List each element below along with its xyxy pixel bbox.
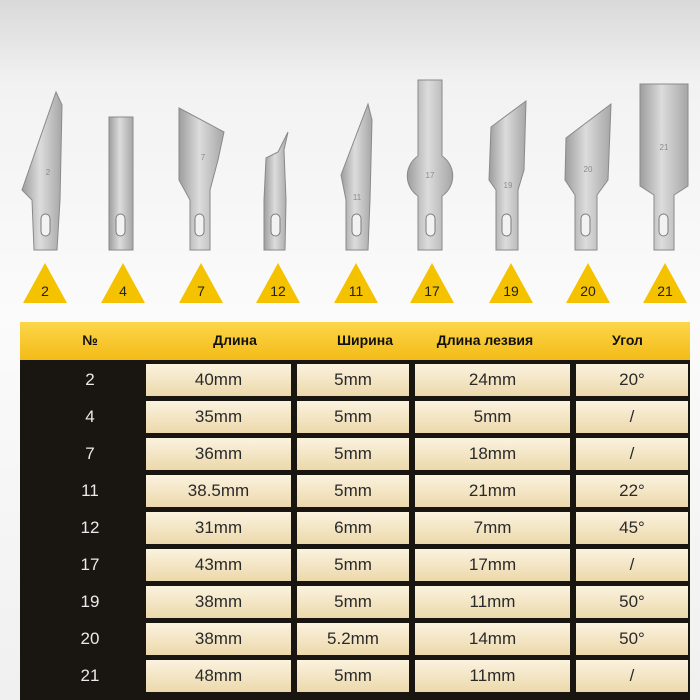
blade-number-badge bbox=[410, 263, 454, 303]
header-angle: Угол bbox=[612, 332, 643, 348]
cell-number: 19 bbox=[80, 592, 100, 611]
cell-width: 5mm bbox=[297, 475, 409, 507]
cell-angle: / bbox=[576, 660, 688, 692]
cell-length: 38mm bbox=[146, 623, 291, 655]
blade-number-badge bbox=[101, 263, 145, 303]
cell-number: 21 bbox=[80, 666, 100, 685]
cell-length: 40mm bbox=[146, 364, 291, 396]
cell-width: 5mm bbox=[297, 438, 409, 470]
blade-number-badge bbox=[489, 263, 533, 303]
cell-number: 4 bbox=[85, 407, 95, 426]
cell-number: 11 bbox=[81, 481, 99, 500]
blade-number: 20 bbox=[580, 283, 596, 299]
blade-4 bbox=[109, 117, 133, 250]
blade-mark: 21 bbox=[659, 143, 669, 152]
blade-12 bbox=[264, 132, 288, 250]
blade-7 bbox=[179, 108, 224, 250]
cell-width: 6mm bbox=[297, 512, 409, 544]
cell-length: 31mm bbox=[146, 512, 291, 544]
cell-angle: 20° bbox=[576, 364, 688, 396]
cell-width: 5mm bbox=[297, 401, 409, 433]
cell-number: 2 bbox=[85, 370, 95, 389]
cell-angle: / bbox=[576, 438, 688, 470]
cell-number: 17 bbox=[80, 555, 100, 574]
cell-blade-length: 11mm bbox=[415, 660, 570, 692]
spec-table bbox=[20, 322, 690, 700]
blade-20 bbox=[565, 104, 611, 250]
cell-blade-length: 21mm bbox=[415, 475, 570, 507]
blade-number-badge bbox=[179, 263, 223, 303]
cell-blade-length: 14mm bbox=[415, 623, 570, 655]
blade-number-badge bbox=[334, 263, 378, 303]
blade-number-badge bbox=[23, 263, 67, 303]
cell-length: 48mm bbox=[146, 660, 291, 692]
header-length: Длина bbox=[213, 332, 257, 348]
blade-number: 7 bbox=[197, 283, 205, 299]
cell-width: 5mm bbox=[297, 364, 409, 396]
cell-blade-length: 11mm bbox=[415, 586, 570, 618]
blade-number-badge bbox=[256, 263, 300, 303]
blade-number: 17 bbox=[424, 283, 440, 299]
cell-number: 12 bbox=[80, 518, 100, 537]
blade-2 bbox=[22, 92, 62, 250]
cell-length: 43mm bbox=[146, 549, 291, 581]
cell-width: 5mm bbox=[297, 586, 409, 618]
cell-number: 7 bbox=[85, 444, 95, 463]
blade-number: 21 bbox=[657, 283, 673, 299]
cell-blade-length: 5mm bbox=[415, 401, 570, 433]
cell-length: 38mm bbox=[146, 586, 291, 618]
blade-number-badge bbox=[566, 263, 610, 303]
cell-angle: 22° bbox=[576, 475, 688, 507]
cell-number: 20 bbox=[80, 629, 100, 648]
cell-angle: 50° bbox=[576, 623, 688, 655]
cell-width: 5mm bbox=[297, 660, 409, 692]
cell-angle: / bbox=[576, 401, 688, 433]
blade-11 bbox=[341, 104, 372, 250]
cell-length: 38.5mm bbox=[146, 475, 291, 507]
blade-mark: 11 bbox=[352, 193, 362, 202]
cell-width: 5mm bbox=[297, 549, 409, 581]
cell-blade-length: 18mm bbox=[415, 438, 570, 470]
cell-angle: 50° bbox=[576, 586, 688, 618]
header-width: Ширина bbox=[336, 332, 394, 348]
cell-blade-length: 17mm bbox=[415, 549, 570, 581]
cell-width: 5.2mm bbox=[297, 623, 409, 655]
blade-mark: 19 bbox=[503, 181, 513, 190]
table-header bbox=[20, 322, 690, 360]
cell-blade-length: 7mm bbox=[415, 512, 570, 544]
blade-19 bbox=[489, 101, 526, 250]
blade-mark: 7 bbox=[200, 153, 206, 162]
blade-number: 2 bbox=[41, 283, 49, 299]
blade-number: 12 bbox=[270, 283, 286, 299]
cell-blade-length: 24mm bbox=[415, 364, 570, 396]
blade-mark: 2 bbox=[45, 168, 51, 177]
blade-mark: 20 bbox=[583, 165, 593, 174]
blade-number: 19 bbox=[503, 283, 519, 299]
cell-angle: / bbox=[576, 549, 688, 581]
blade-number-badge bbox=[643, 263, 687, 303]
cell-length: 36mm bbox=[146, 438, 291, 470]
blade-17 bbox=[407, 80, 452, 250]
header-blade-length: Длина лезвия bbox=[436, 332, 534, 348]
blade-number: 4 bbox=[119, 283, 127, 299]
blade-mark: 17 bbox=[425, 171, 435, 180]
header-number: № bbox=[82, 332, 98, 348]
blade-21 bbox=[640, 84, 688, 250]
cell-length: 35mm bbox=[146, 401, 291, 433]
blade-number: 11 bbox=[348, 283, 364, 299]
cell-angle: 45° bbox=[576, 512, 688, 544]
